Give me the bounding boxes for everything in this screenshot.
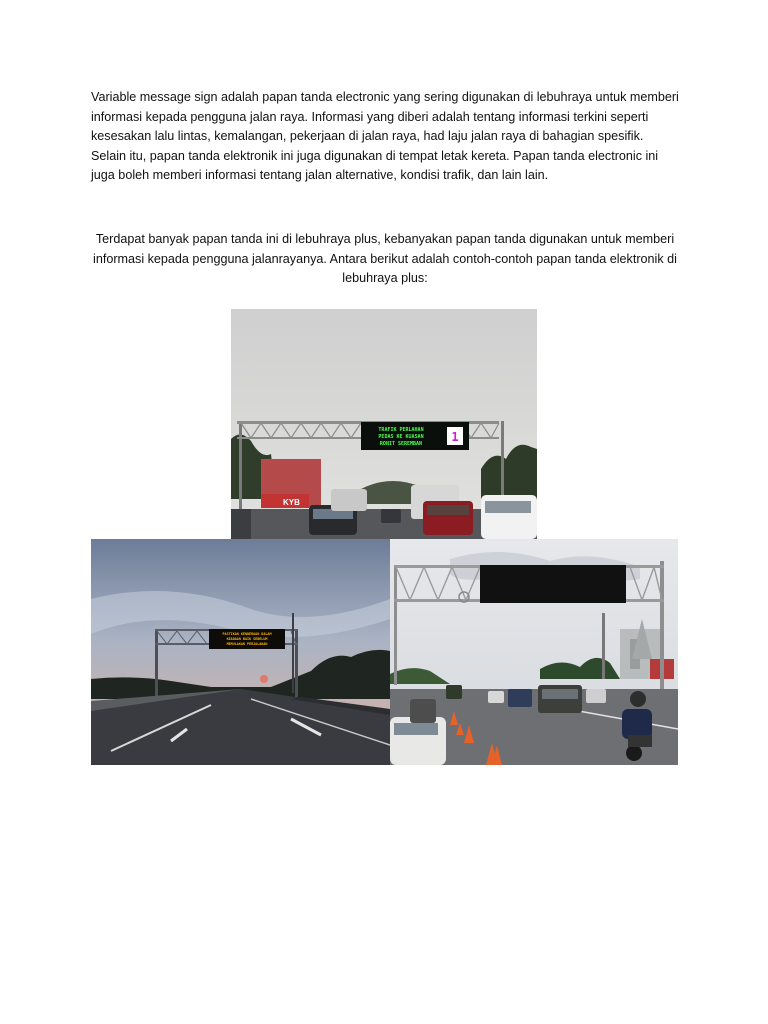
photo-dusk-highway-vms [91,539,390,765]
photo2-sign-line2: KEADAAN BAIK SEBELUM [226,637,268,641]
photo1-sign-line1: TRAFIK PERLAHAN [378,427,424,433]
photo1-sign-number: 1 [451,430,459,444]
billboard-text: KYB [283,498,300,507]
photo2-sign-line1: PASTIKAN KENDERAAN DALAM [222,632,272,636]
photo-roadworks-vms [390,539,678,765]
intro-paragraph: Variable message sign adalah papan tanda electronic yang sering digunakan di lebuhraya untuk memberi informasi kepada pengguna jalan raya. Informasi yang diberi adalah tentang informasi terkini seperti kesesakan lalu lintas, kemalangan, pekerjaan di jalan raya, had laju jalan raya di bahagian spesifik. Selain itu, papan tanda elektronik ini juga digunakan di tempat letak kereta. Papan tanda electronic ini juga boleh memberi informasi tentang jalan alternative, kondisi trafik, dan lain lain. [91,90,679,183]
photo1-sign-line2: PEDAS KE KUASAN [378,434,424,440]
photo1-image [231,309,537,539]
photo2-image [91,539,390,765]
photo1-sign-line3: RONIT SEREMBAN [379,441,423,447]
photo-traffic-jam-vms [231,309,537,539]
photo3-image [390,539,678,765]
photo2-sign-line3: MEMULAKAN PERJALANAN [226,642,268,646]
examples-paragraph: Terdapat banyak papan tanda ini di lebuhraya plus, kebanyakan papan tanda digunakan untuk memberi informasi kepada pengguna jalanrayanya. Antara berikut adalah contoh-contoh papan tanda elektronik di lebuhraya plus: [93,232,677,286]
